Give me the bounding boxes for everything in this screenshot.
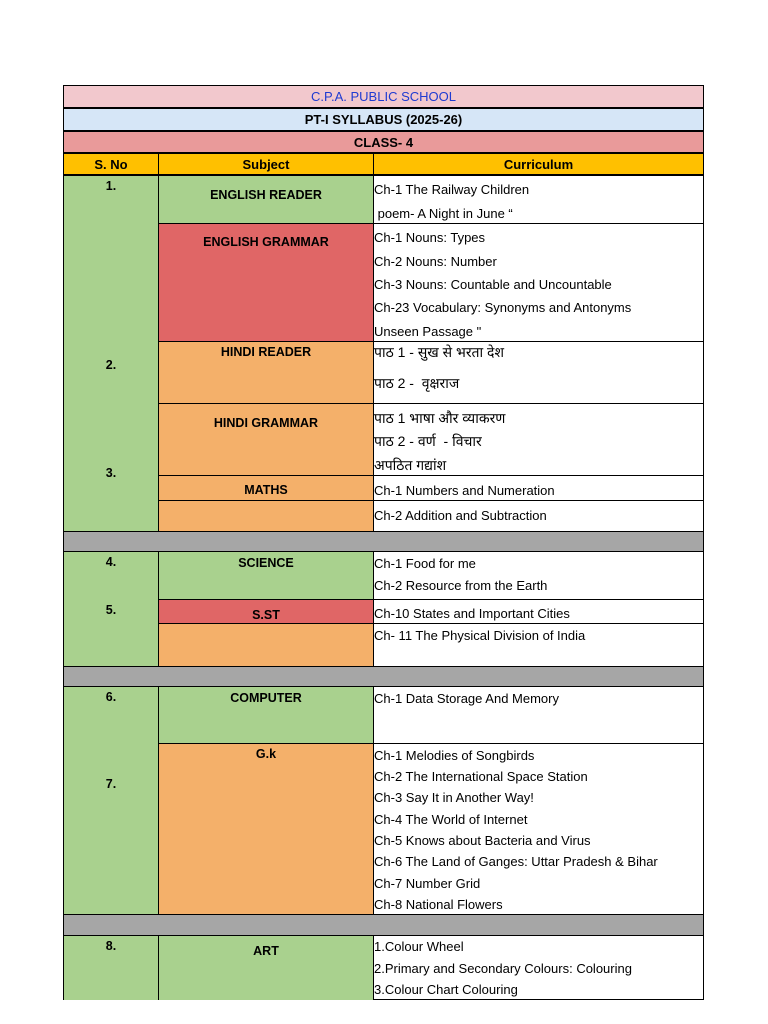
curriculum-line: Ch-1 Numbers and Numeration	[374, 483, 555, 498]
syllabus-title-row	[63, 108, 704, 131]
curriculum-line: Ch-1 Nouns: Types	[374, 230, 486, 245]
curriculum-line: Ch-6 The Land of Ganges: Uttar Pradesh & Bihar	[374, 854, 658, 869]
curriculum-line: पाठ 1 - सुख से भरता देश	[374, 344, 505, 360]
curriculum-line: Ch-2 Addition and Subtraction	[374, 508, 547, 523]
separator-row-3	[63, 914, 704, 936]
subject-label-english-grammar: ENGLISH GRAMMAR	[203, 235, 329, 249]
serial-2: 2.	[105, 358, 117, 372]
curriculum-line: Ch-2 The International Space Station	[374, 769, 588, 784]
column-header-subject	[158, 153, 374, 175]
curriculum-line: पाठ 2 - वर्ण - विचार	[374, 433, 482, 449]
subject-label-hindi-grammar: HINDI GRAMMAR	[213, 416, 319, 430]
subject-sst-cont	[158, 623, 374, 667]
subject-label-science: SCIENCE	[238, 556, 294, 570]
curriculum-line: Ch-8 National Flowers	[374, 897, 503, 912]
curriculum-line: poem- A Night in June “	[374, 206, 513, 221]
serial-7: 7.	[105, 777, 117, 791]
subject-label-gk: G.k	[255, 747, 277, 761]
curriculum-line: Ch- 11 The Physical Division of India	[374, 628, 586, 643]
curriculum-line: Ch-2 Resource from the Earth	[374, 578, 548, 593]
serial-6: 6.	[105, 690, 117, 704]
subject-label-computer: COMPUTER	[230, 691, 302, 705]
class-row	[63, 131, 704, 153]
subject-label-art: ART	[253, 944, 279, 958]
school-name: C.P.A. PUBLIC SCHOOL	[311, 89, 456, 104]
serial-3: 3.	[105, 466, 117, 480]
school-name-row	[63, 85, 704, 108]
curriculum-line: Ch-5 Knows about Bacteria and Virus	[374, 833, 591, 848]
subject-hindi-grammar	[158, 403, 374, 476]
separator-row-1	[63, 531, 704, 552]
serial-8: 8.	[105, 939, 117, 953]
curriculum-line: Ch-1 Melodies of Songbirds	[374, 748, 535, 763]
curriculum-line: अपठित गद्यांश	[374, 457, 447, 473]
curriculum-line: Ch-1 Food for me	[374, 556, 476, 571]
curriculum-line: Ch-7 Number Grid	[374, 876, 481, 891]
serial-1: 1.	[105, 179, 117, 193]
subject-gk	[158, 743, 374, 915]
subject-label-english-reader: ENGLISH READER	[210, 188, 322, 202]
curriculum-line: Unseen Passage "	[374, 324, 482, 339]
subject-label-hindi-reader: HINDI READER	[220, 345, 312, 359]
column-header-curriculum	[373, 153, 704, 175]
curriculum-line: 2.Primary and Secondary Colours: Colouring	[374, 961, 632, 976]
curriculum-line: Ch-3 Say It in Another Way!	[374, 790, 534, 805]
subject-maths-cont	[158, 500, 374, 532]
serial-5: 5.	[105, 603, 117, 617]
curriculum-line: 3.Colour Chart Colouring	[374, 982, 518, 997]
subject-label-sst: S.ST	[252, 608, 280, 622]
column-header-sno	[63, 153, 159, 175]
curriculum-line: Ch-23 Vocabulary: Synonyms and Antonyms	[374, 300, 632, 315]
syllabus-title: PT-I SYLLABUS (2025-26)	[304, 112, 463, 127]
curriculum-line: Ch-1 The Railway Children	[374, 182, 530, 197]
class-label: CLASS- 4	[353, 135, 414, 150]
sno-block-3	[63, 686, 159, 915]
subject-header: Subject	[242, 157, 290, 172]
curriculum-line: पाठ 1 भाषा और व्याकरण	[374, 410, 506, 426]
curriculum-line: 1.Colour Wheel	[374, 939, 464, 954]
curriculum-line: Ch-1 Data Storage And Memory	[374, 691, 559, 706]
curriculum-line: Ch-3 Nouns: Countable and Uncountable	[374, 277, 612, 292]
subject-label-maths: MATHS	[244, 483, 288, 497]
curriculum-line: पाठ 2 - वृक्षराज	[374, 375, 460, 391]
curriculum-line: Ch-2 Nouns: Number	[374, 254, 497, 269]
separator-row-2	[63, 666, 704, 687]
serial-4: 4.	[105, 555, 117, 569]
syllabus-sheet	[63, 85, 704, 1000]
curriculum-line: Ch-4 The World of Internet	[374, 812, 528, 827]
curriculum-header: Curriculum	[503, 157, 574, 172]
sno-header: S. No	[94, 157, 128, 172]
curriculum-line: Ch-10 States and Important Cities	[374, 606, 570, 621]
